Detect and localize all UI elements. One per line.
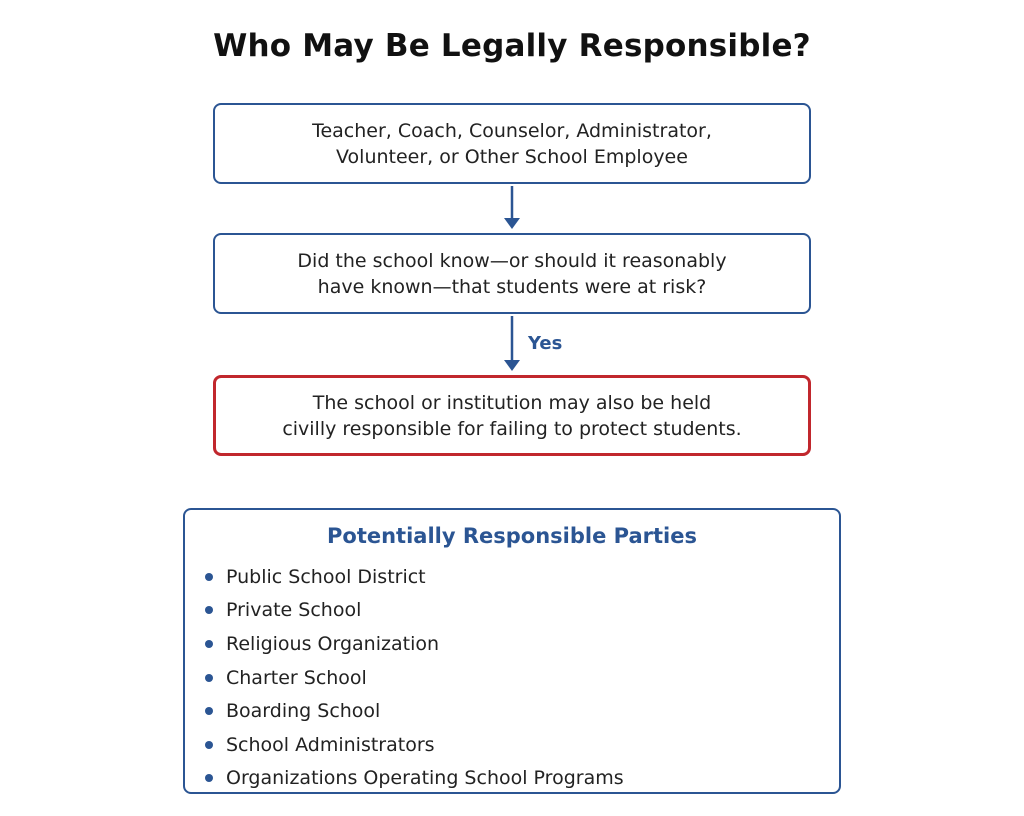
arrow-employee-to-question (504, 186, 520, 229)
list-item-label: Religious Organization (226, 632, 440, 655)
yes-edge-label: Yes (528, 333, 563, 354)
employee-box-line-2: Volunteer, or Other School Employee (336, 145, 688, 168)
responsible-parties-title: Potentially Responsible Parties (327, 524, 697, 548)
bullet-icon (205, 640, 213, 648)
arrow-question-to-liability (504, 316, 520, 371)
liability-box (213, 375, 811, 456)
bullet-icon (205, 674, 213, 682)
list-item (205, 627, 624, 661)
bullet-icon (205, 741, 213, 749)
list-item (205, 694, 624, 728)
list-item (205, 661, 624, 695)
employee-box-line-1: Teacher, Coach, Counselor, Administrator, (312, 119, 712, 142)
liability-box-line-2: civilly responsible for failing to protect students. (282, 417, 742, 440)
list-item-label: Private School (226, 599, 362, 622)
list-item-label: Charter School (226, 666, 367, 689)
question-box-line-2: have known—that students were at risk? (317, 275, 707, 298)
liability-box-line-1: The school or institution may also be held (312, 391, 712, 414)
bullet-icon (205, 606, 213, 614)
list-item (205, 560, 624, 594)
question-box-line-1: Did the school know—or should it reasonably (297, 249, 727, 272)
responsible-parties-list (205, 560, 624, 795)
bullet-icon (205, 707, 213, 715)
list-item-label: School Administrators (226, 733, 435, 756)
list-item-label: Boarding School (226, 700, 381, 723)
bullet-icon (205, 774, 213, 782)
list-item (205, 594, 624, 628)
question-box (213, 233, 811, 314)
page-title: Who May Be Legally Responsible? (213, 28, 811, 64)
list-item-label: Organizations Operating School Programs (226, 767, 624, 790)
bullet-icon (205, 573, 213, 581)
responsible-parties-panel (183, 508, 841, 794)
list-item (205, 728, 624, 762)
list-item (205, 762, 624, 796)
list-item-label: Public School District (226, 565, 426, 588)
